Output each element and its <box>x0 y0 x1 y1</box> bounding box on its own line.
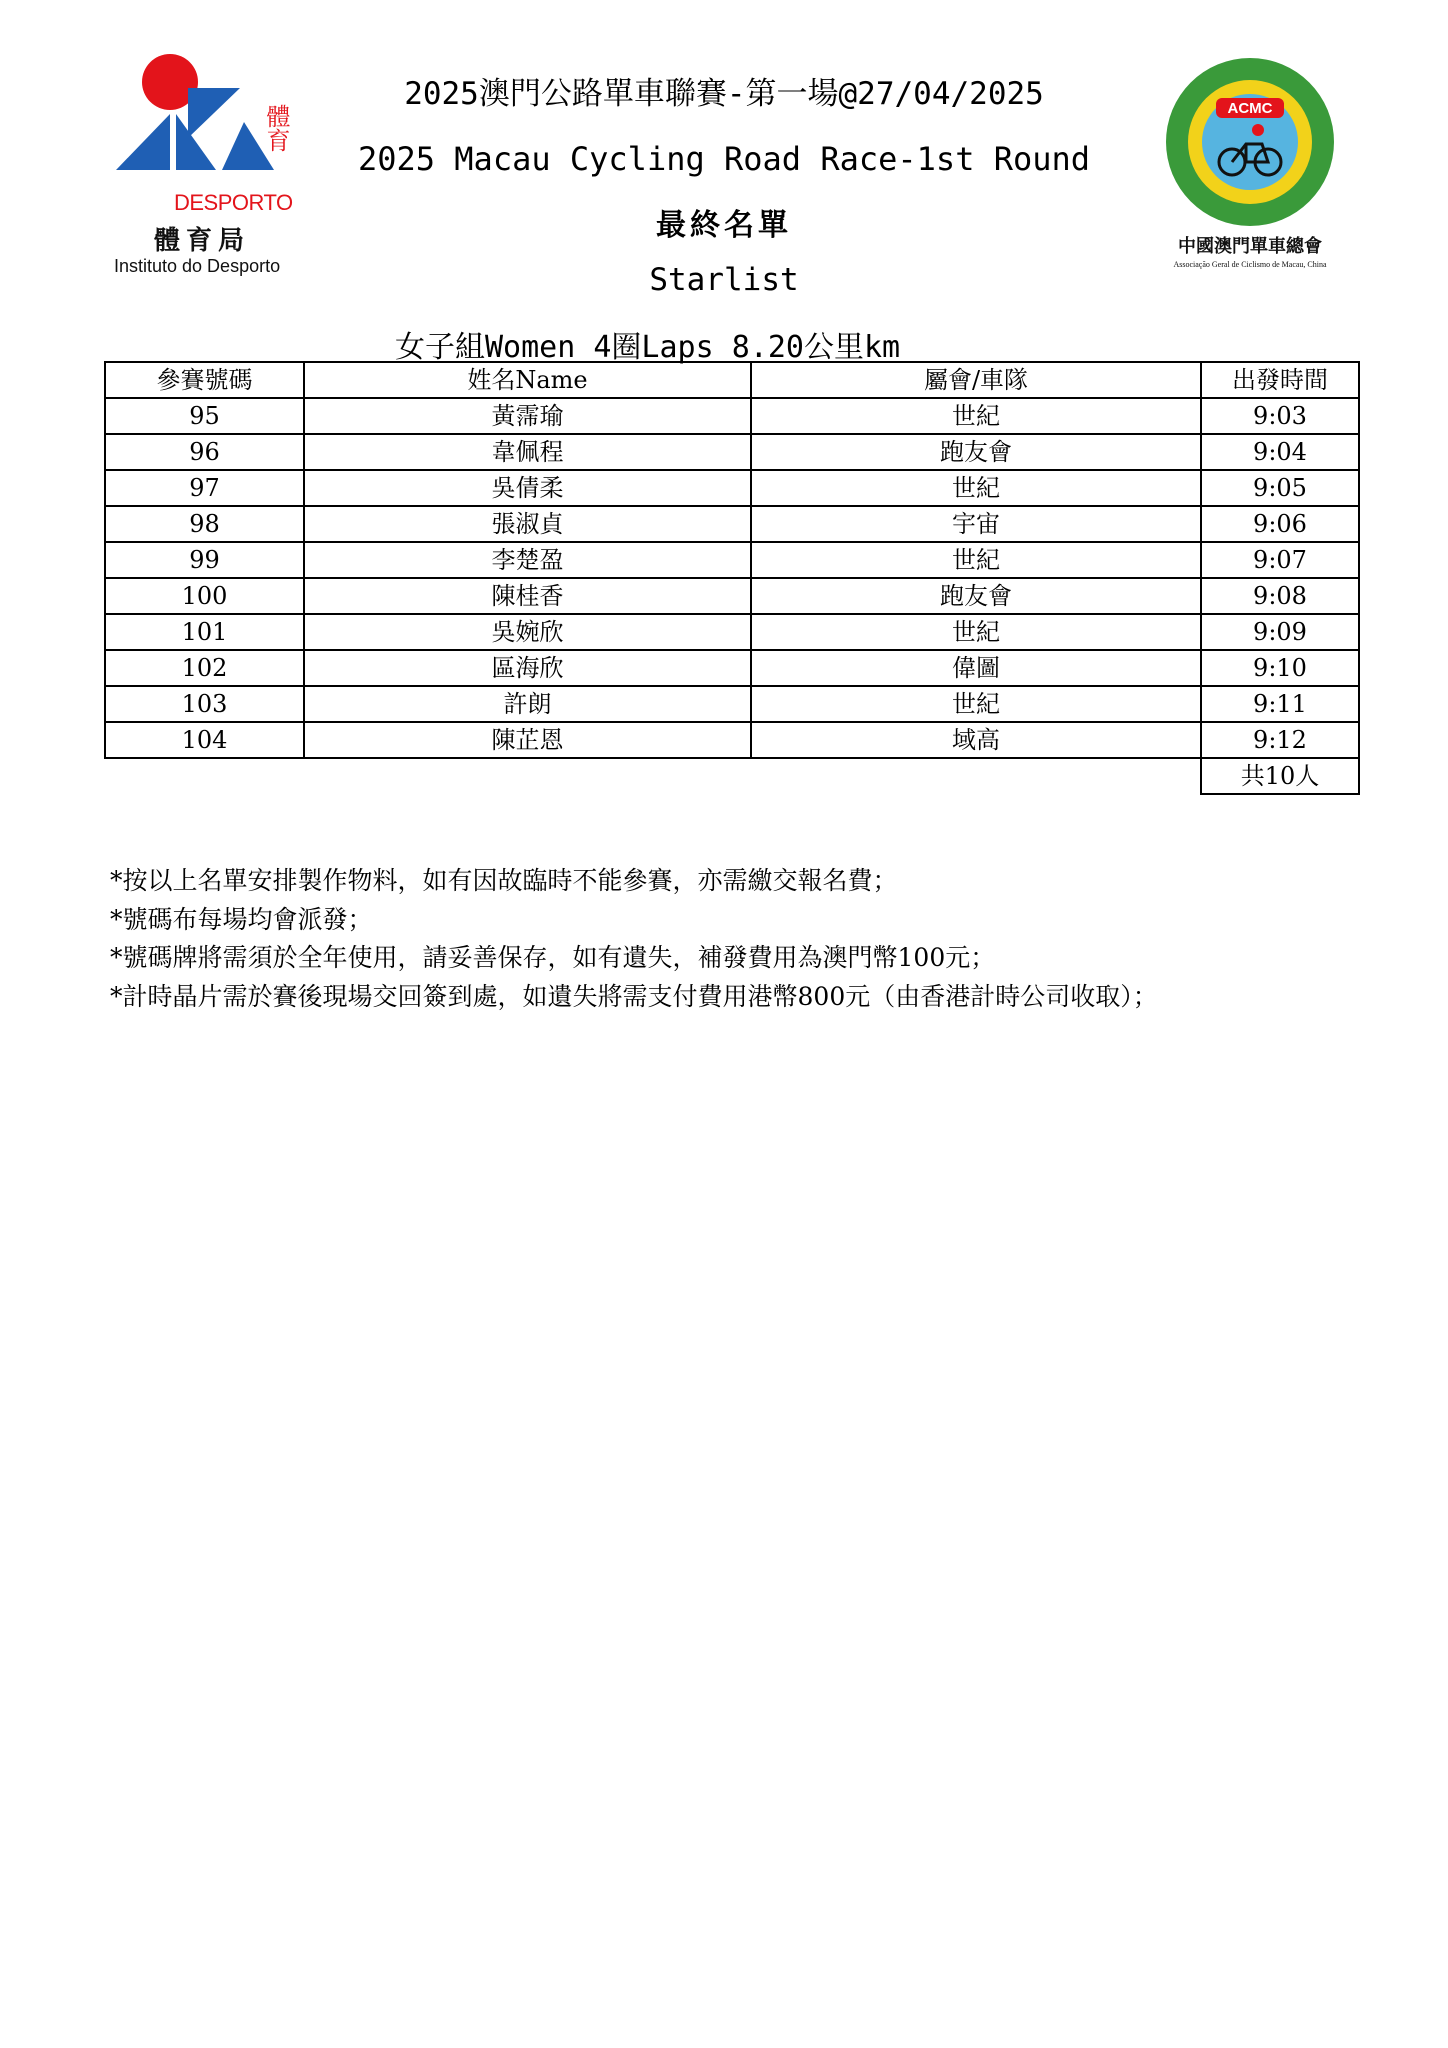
acmc-name-pt: Associação Geral de Ciclismo de Macau, China <box>1173 260 1327 269</box>
rider-team: 偉圖 <box>751 650 1201 686</box>
emblem-badge-text: ACMC <box>1227 100 1273 117</box>
table-header-row <box>105 362 1359 398</box>
rider-name: 吳婉欣 <box>304 614 751 650</box>
logo-side-chars: 體育 <box>262 104 290 152</box>
table-row <box>105 614 1359 650</box>
column-header-name: 姓名Name <box>304 362 751 398</box>
rider-team: 宇宙 <box>751 506 1201 542</box>
rider-name: 張淑貞 <box>304 506 751 542</box>
start-time: 9:05 <box>1201 470 1359 506</box>
rider-name: 吳倩柔 <box>304 470 751 506</box>
acmc-name-cn: 中國澳門單車總會 <box>1178 236 1322 257</box>
start-time: 9:11 <box>1201 686 1359 722</box>
start-time: 9:06 <box>1201 506 1359 542</box>
rider-number: 103 <box>105 686 304 722</box>
rider-number: 100 <box>105 578 304 614</box>
rider-head-icon <box>1252 124 1264 136</box>
total-spacer <box>304 758 751 794</box>
rider-team: 世紀 <box>751 614 1201 650</box>
start-time: 9:07 <box>1201 542 1359 578</box>
start-time: 9:08 <box>1201 578 1359 614</box>
rider-number: 97 <box>105 470 304 506</box>
table-row <box>105 650 1359 686</box>
logo-brand-text: DESPORTO <box>174 190 293 215</box>
rider-number: 101 <box>105 614 304 650</box>
rider-team: 跑友會 <box>751 578 1201 614</box>
start-time: 9:03 <box>1201 398 1359 434</box>
rider-name: 韋佩程 <box>304 434 751 470</box>
subtitle-en: Starlist <box>649 262 799 298</box>
title-en: 2025 Macau Cycling Road Race-1st Round <box>357 140 1091 178</box>
logo-name-cn: 體育局 <box>154 226 251 256</box>
column-header-team: 屬會/車隊 <box>751 362 1201 398</box>
column-header-number: 參賽號碼 <box>105 362 304 398</box>
start-time: 9:12 <box>1201 722 1359 758</box>
start-time: 9:04 <box>1201 434 1359 470</box>
subtitle-cn: 最終名單 <box>656 208 792 243</box>
title-cn: 2025澳門公路單車聯賽-第一場@27/04/2025 <box>404 76 1044 112</box>
table-row <box>105 542 1359 578</box>
rider-team: 世紀 <box>751 542 1201 578</box>
rider-number: 102 <box>105 650 304 686</box>
rider-team: 世紀 <box>751 470 1201 506</box>
total-spacer <box>105 758 304 794</box>
rider-team: 世紀 <box>751 398 1201 434</box>
table-row <box>105 686 1359 722</box>
table-row <box>105 434 1359 470</box>
start-time: 9:09 <box>1201 614 1359 650</box>
column-header-time: 出發時間 <box>1201 362 1359 398</box>
logo-name-pt: Instituto do Desporto <box>114 256 281 276</box>
rider-name: 陳桂香 <box>304 578 751 614</box>
rider-number: 98 <box>105 506 304 542</box>
note-line: *按以上名單安排製作物料，如有因故臨時不能參賽，亦需繳交報名費； <box>110 866 898 895</box>
rider-team: 域高 <box>751 722 1201 758</box>
note-line: *號碼布每場均會派發； <box>110 904 373 934</box>
total-count: 共10人 <box>1201 758 1359 794</box>
note-line: *計時晶片需於賽後現場交回簽到處，如遺失將需支付費用港幣800元（由香港計時公司收取）； <box>110 981 1158 1011</box>
rider-team: 世紀 <box>751 686 1201 722</box>
rider-number: 95 <box>105 398 304 434</box>
table-row <box>105 398 1359 434</box>
table-row <box>105 506 1359 542</box>
start-time: 9:10 <box>1201 650 1359 686</box>
rider-name: 黃霈瑜 <box>304 398 751 434</box>
rider-name: 區海欣 <box>304 650 751 686</box>
notes-section <box>110 862 1158 1016</box>
rider-number: 99 <box>105 542 304 578</box>
group-heading: 女子組Women 4圈Laps 8.20公里km <box>395 330 901 365</box>
note-line: *號碼牌將需須於全年使用，請妥善保存，如有遺失，補發費用為澳門幣100元； <box>110 943 996 972</box>
total-spacer <box>751 758 1201 794</box>
rider-number: 104 <box>105 722 304 758</box>
rider-name: 許朗 <box>304 686 751 722</box>
rider-name: 李楚盈 <box>304 542 751 578</box>
table-row <box>105 470 1359 506</box>
rider-team: 跑友會 <box>751 434 1201 470</box>
starlist-table <box>104 361 1360 795</box>
table-row <box>105 578 1359 614</box>
total-row <box>105 758 1359 794</box>
rider-name: 陳芷恩 <box>304 722 751 758</box>
rider-number: 96 <box>105 434 304 470</box>
table-row <box>105 722 1359 758</box>
